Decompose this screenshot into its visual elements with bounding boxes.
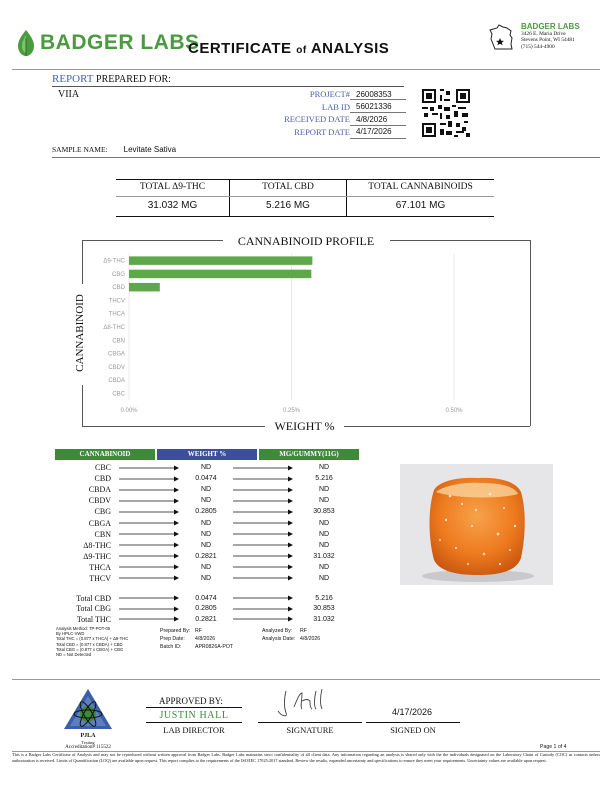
qr-code-icon bbox=[420, 87, 472, 139]
weight-value: ND bbox=[200, 541, 212, 549]
arrow-icon bbox=[233, 531, 293, 537]
cannabinoid-name: Δ8-THC bbox=[83, 540, 111, 550]
weight-value: ND bbox=[200, 464, 212, 472]
product-photo bbox=[400, 464, 553, 585]
chart-ylabel: CANNABINOID bbox=[74, 294, 86, 372]
weight-value: 0.0474 bbox=[195, 475, 217, 483]
prepared-for-label: PREPARED FOR: bbox=[96, 74, 171, 85]
prep-date-value: 4/8/2026 bbox=[195, 636, 216, 642]
arrow-icon bbox=[233, 616, 293, 622]
field-key: LAB ID bbox=[321, 101, 350, 112]
totals-mid-line bbox=[116, 196, 494, 197]
arrow-icon bbox=[119, 476, 179, 482]
y-tick-label: CBDV bbox=[108, 364, 125, 371]
totals-top-line bbox=[116, 179, 494, 180]
header-divider bbox=[12, 69, 600, 70]
method-line: Total CBD = (0.877 x CBDA) + CBD bbox=[56, 641, 123, 647]
director-name: JUSTIN HALL bbox=[159, 710, 229, 721]
analysis-info bbox=[262, 628, 372, 644]
cannabinoid-name: CBGA bbox=[88, 518, 111, 528]
totals-table bbox=[55, 593, 365, 625]
weight-value: ND bbox=[200, 530, 212, 538]
signed-date: 4/17/2026 bbox=[391, 707, 433, 717]
report-field-row bbox=[270, 126, 410, 139]
arrow-icon bbox=[119, 531, 179, 537]
totals-bottom-line bbox=[116, 216, 494, 217]
arrow-icon bbox=[233, 487, 293, 493]
y-tick-label: THCV bbox=[108, 298, 125, 305]
weight-value: 0.2805 bbox=[195, 605, 217, 613]
col-header-mg: MG/GUMMY(11G) bbox=[259, 449, 359, 460]
method-notes bbox=[56, 626, 156, 657]
badger-logo-icon bbox=[14, 29, 38, 57]
table-row bbox=[55, 529, 365, 540]
chart-frame-right bbox=[530, 240, 531, 426]
director-title: LAB DIRECTOR bbox=[163, 725, 225, 735]
signature-label: SIGNATURE bbox=[286, 725, 334, 735]
chart-frame-bottom-right bbox=[344, 426, 530, 427]
arrow-icon bbox=[233, 465, 293, 471]
arrow-icon bbox=[119, 553, 179, 559]
arrow-icon bbox=[119, 564, 179, 570]
total-thc-label: TOTAL Δ9-THC bbox=[139, 182, 206, 192]
analysis-date-value: 4/8/2026 bbox=[300, 636, 321, 642]
cannabinoid-name: Total THC bbox=[76, 614, 111, 624]
arrow-icon bbox=[233, 564, 293, 570]
page-title bbox=[188, 40, 389, 57]
arrow-icon bbox=[119, 616, 179, 622]
prep-date-label: Prep Date: bbox=[160, 636, 185, 642]
field-key: RECEIVED DATE bbox=[284, 114, 350, 125]
chart-frame-top-right bbox=[390, 240, 530, 241]
mg-value: ND bbox=[318, 497, 330, 505]
weight-value: ND bbox=[200, 519, 212, 527]
address-line: Stevens Point, WI 54481 bbox=[521, 37, 575, 44]
table-row bbox=[55, 484, 365, 495]
pjla-sub: Testing bbox=[81, 740, 95, 745]
report-prepared-label bbox=[52, 73, 171, 85]
arrow-icon bbox=[233, 595, 293, 601]
arrow-icon bbox=[233, 498, 293, 504]
mg-value: 31.032 bbox=[313, 615, 335, 623]
mg-value: ND bbox=[318, 519, 330, 527]
y-tick-label: CBDA bbox=[108, 378, 125, 385]
x-tick-label: 0.25% bbox=[282, 408, 301, 414]
y-tick-label: CBD bbox=[112, 285, 125, 292]
arrow-icon bbox=[233, 509, 293, 515]
field-value: 4/17/2026 bbox=[356, 127, 392, 137]
x-tick-label: 0.00% bbox=[120, 408, 138, 414]
y-tick-label: CBGA bbox=[107, 351, 125, 358]
analyzed-by-value: RF bbox=[300, 628, 307, 634]
table-row bbox=[55, 462, 365, 473]
mg-value: 5.216 bbox=[315, 475, 333, 483]
arrow-icon bbox=[233, 606, 293, 612]
total-thc-value: 31.032 MG bbox=[147, 200, 198, 211]
arrow-icon bbox=[119, 487, 179, 493]
arrow-icon bbox=[119, 520, 179, 526]
table-row bbox=[55, 604, 365, 615]
cannabinoid-name: Δ9-THC bbox=[83, 551, 111, 561]
weight-value: 0.2821 bbox=[195, 615, 217, 623]
brand-name: BADGER LABS bbox=[40, 31, 200, 54]
arrow-icon bbox=[233, 575, 293, 581]
cannabinoid-name: CBN bbox=[94, 529, 111, 539]
arrow-icon bbox=[233, 520, 293, 526]
table-row bbox=[55, 540, 365, 551]
method-line: Total CBG = (0.877 x CBGA) + CBG bbox=[56, 646, 124, 652]
method-line: By HPLC-VWD bbox=[56, 631, 85, 637]
cannabinoid-name: CBG bbox=[94, 507, 111, 517]
address-line: (715) 544-4900 bbox=[521, 43, 555, 50]
title-of: of bbox=[296, 45, 307, 56]
signed-on-line bbox=[366, 722, 460, 723]
table-row bbox=[55, 495, 365, 506]
table-row bbox=[55, 614, 365, 625]
wisconsin-map-icon bbox=[487, 22, 517, 52]
arrow-icon bbox=[119, 498, 179, 504]
mg-value: ND bbox=[318, 574, 330, 582]
field-key: PROJECT# bbox=[309, 89, 350, 100]
total-cannabinoids-value: 67.101 MG bbox=[395, 200, 446, 211]
cannabinoid-name: THCA bbox=[89, 562, 111, 572]
batch-id-label: Batch ID: bbox=[160, 644, 182, 650]
chart-bar bbox=[129, 256, 312, 264]
signature-icon bbox=[272, 687, 342, 719]
total-cbd-label: TOTAL CBD bbox=[262, 182, 314, 192]
prep-row bbox=[160, 644, 280, 652]
mg-value: 30.853 bbox=[313, 605, 335, 613]
approved-line bbox=[146, 707, 242, 708]
table-row bbox=[55, 593, 365, 604]
analysis-row bbox=[262, 636, 372, 644]
arrow-icon bbox=[119, 595, 179, 601]
analysis-date-label: Analysis Date: bbox=[262, 636, 296, 642]
arrow-icon bbox=[119, 509, 179, 515]
prepared-by-label: Prepared By: bbox=[160, 628, 191, 634]
field-divider bbox=[350, 112, 406, 113]
y-tick-label: Δ9-THC bbox=[103, 258, 125, 265]
signed-on-label: SIGNED ON bbox=[390, 725, 436, 735]
lab-address bbox=[521, 22, 611, 50]
accreditation: Accreditation# 115522 bbox=[65, 745, 111, 750]
mg-value: ND bbox=[318, 464, 330, 472]
mg-value: ND bbox=[318, 563, 330, 571]
cannabinoid-name: THCV bbox=[89, 573, 111, 583]
field-value: 26008353 bbox=[356, 89, 392, 99]
arrow-icon bbox=[119, 465, 179, 471]
table-row bbox=[55, 551, 365, 562]
title-main: CERTIFICATE bbox=[188, 40, 292, 57]
cannabinoid-bar-chart bbox=[82, 250, 530, 415]
table-row bbox=[55, 573, 365, 584]
method-line: Total THC = (0.877 x THCA) + Δ9-THC bbox=[56, 636, 129, 642]
arrow-icon bbox=[233, 542, 293, 548]
cannabinoid-name: CBDA bbox=[88, 485, 111, 495]
weight-value: ND bbox=[200, 563, 212, 571]
director-line bbox=[146, 722, 242, 723]
y-tick-label: CBG bbox=[111, 271, 125, 278]
cannabinoid-name: CBDV bbox=[88, 496, 111, 506]
footer-top-line bbox=[12, 679, 600, 680]
arrow-icon bbox=[119, 575, 179, 581]
report-fields bbox=[270, 88, 410, 138]
arrow-icon bbox=[233, 476, 293, 482]
arrow-icon bbox=[119, 606, 179, 612]
weight-value: 0.2805 bbox=[195, 508, 217, 516]
mg-value: ND bbox=[318, 486, 330, 494]
total-cbd-value: 5.216 MG bbox=[266, 200, 310, 211]
mg-value: ND bbox=[318, 541, 330, 549]
table-row bbox=[55, 517, 365, 528]
approved-by-label: APPROVED BY: bbox=[159, 696, 223, 706]
table-row bbox=[55, 506, 365, 517]
weight-value: ND bbox=[200, 486, 212, 494]
sample-name-row bbox=[52, 145, 176, 154]
cannabinoid-name: CBC bbox=[94, 463, 111, 473]
field-key: REPORT DATE bbox=[294, 126, 350, 137]
lab-name: BADGER LABS bbox=[521, 22, 580, 31]
table-row bbox=[55, 562, 365, 573]
weight-value: 0.2821 bbox=[195, 552, 217, 560]
method-line: Analysis Method: TP-POT-05 bbox=[56, 626, 111, 631]
mg-value: 30.853 bbox=[313, 508, 335, 516]
disclaimer: This is a Badger Labs Certificate of Analysis and may not be reproduced without written approval from Badger Labs. Badger Labs maintains strict confidentiality of all client data. Any information regarding an analysis is shared only with the the individuals designated on the Laboratory Chain of Custody (COC) as contacts unless authorization is received. Limits of Quantification (LOQ) are available upon request. This report complies to the requirements of the ISO/IEC 17025:2017 standard. Review the results, expanded uncertainty and specifications to ensure they meet your requirements. Uncertainty values are available upon request. bbox=[12, 752, 600, 763]
results-table bbox=[55, 462, 365, 584]
sample-name-label: SAMPLE NAME: bbox=[52, 145, 108, 154]
arrow-icon bbox=[233, 553, 293, 559]
y-tick-label: CBN bbox=[112, 338, 125, 345]
weight-value: ND bbox=[200, 574, 212, 582]
pjla-logo-icon bbox=[62, 687, 114, 733]
field-value: 4/8/2026 bbox=[356, 114, 388, 124]
client-name: VIIA bbox=[58, 89, 80, 100]
analysis-row bbox=[262, 628, 372, 636]
x-tick-label: 0.50% bbox=[445, 408, 463, 414]
report-underline bbox=[52, 86, 404, 87]
signature-line bbox=[258, 722, 362, 723]
cannabinoid-name: Total CBG bbox=[76, 604, 111, 614]
pjla-label: PJLA bbox=[80, 733, 96, 739]
field-divider bbox=[350, 99, 406, 100]
y-tick-label: THCA bbox=[108, 311, 125, 318]
chart-bar bbox=[129, 270, 311, 278]
field-value: 56021336 bbox=[356, 102, 392, 112]
mg-value: 31.032 bbox=[313, 552, 335, 560]
total-cannabinoids-label: TOTAL CANNABINOIDS bbox=[368, 182, 473, 192]
sample-name-value: Levitate Sativa bbox=[123, 145, 177, 154]
field-divider bbox=[350, 138, 406, 139]
col-header-weight: WEIGHT % bbox=[157, 449, 257, 460]
table-row bbox=[55, 473, 365, 484]
arrow-icon bbox=[119, 542, 179, 548]
chart-xlabel: WEIGHT % bbox=[274, 419, 335, 433]
mg-value: ND bbox=[318, 530, 330, 538]
y-tick-label: CBC bbox=[112, 391, 125, 398]
prepared-by-value: RF bbox=[195, 628, 202, 634]
address-line: 3426 E. Maria Drive bbox=[521, 31, 566, 37]
mg-value: 5.216 bbox=[315, 594, 333, 602]
analyzed-by-label: Analyzed By: bbox=[262, 628, 293, 634]
chart-frame-bottom-left bbox=[82, 426, 265, 427]
y-tick-label: Δ8-THC bbox=[103, 325, 125, 331]
method-line: ND = Not Detected bbox=[56, 652, 92, 658]
weight-value: 0.0474 bbox=[195, 594, 217, 602]
col-header-cannabinoid: CANNABINOID bbox=[55, 449, 155, 460]
report-field-row bbox=[270, 113, 410, 126]
report-label: REPORT bbox=[52, 73, 94, 85]
chart-frame-top-left bbox=[82, 240, 223, 241]
sample-divider bbox=[52, 157, 600, 158]
weight-value: ND bbox=[200, 497, 212, 505]
field-divider bbox=[350, 125, 406, 126]
cannabinoid-name: Total CBD bbox=[76, 593, 111, 603]
chart-bar bbox=[129, 283, 160, 291]
batch-id-value: APR0826A-POT bbox=[195, 644, 234, 650]
chart-title: CANNABINOID PROFILE bbox=[237, 234, 375, 248]
title-end: ANALYSIS bbox=[310, 40, 390, 57]
page-number: Page 1 of 4 bbox=[540, 744, 567, 750]
cannabinoid-name: CBD bbox=[94, 474, 111, 484]
